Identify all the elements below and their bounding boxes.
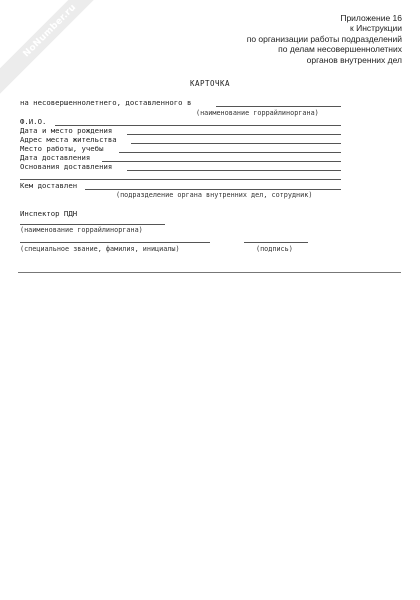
- blank-line: [20, 179, 341, 180]
- field-line-work: [119, 152, 341, 153]
- field-line-birth: [127, 134, 341, 135]
- header-line: к Инструкции: [350, 23, 402, 34]
- watermark-text: NoNumber.ru: [21, 2, 79, 60]
- delivered-by-label: Кем доставлен: [20, 181, 78, 190]
- delivered-by-hint: (подразделение органа внутренних дел, сотрудник): [116, 191, 313, 199]
- header-line: по организации работы подразделений: [246, 33, 402, 44]
- facility-fill-line: [216, 106, 341, 107]
- header-line: органов внутренних дел: [306, 54, 402, 65]
- header-line: по делам несовершеннолетних: [278, 44, 402, 55]
- bottom-divider: [18, 272, 401, 273]
- card-title: КАРТОЧКА: [189, 79, 231, 88]
- field-label-address: Адрес места жительства: [20, 135, 117, 144]
- field-label-work: Место работы, учебы: [20, 144, 104, 153]
- org-hint: (наименование горрайлиноргана): [20, 226, 143, 234]
- delivered-by-line: [85, 189, 341, 190]
- field-line-grounds: [127, 170, 341, 171]
- field-line-address: [131, 143, 341, 144]
- field-label-birth: Дата и место рождения: [20, 126, 113, 135]
- org-line: [20, 224, 165, 225]
- inspector-title: Инспектор ПДН: [20, 209, 78, 218]
- appendix-header: [182, 13, 402, 65]
- rank-line: [20, 242, 210, 243]
- facility-hint: (наименование горрайлиноргана): [196, 109, 319, 117]
- field-label-name: Ф.И.О.: [20, 117, 47, 126]
- intro-label: на несовершеннолетнего, доставленного в: [20, 98, 192, 107]
- field-label-date: Дата доставления: [20, 153, 91, 162]
- field-line-date: [102, 161, 341, 162]
- rank-hint: (специальное звание, фамилия, инициалы): [20, 245, 180, 253]
- header-line: Приложение 16: [340, 13, 402, 23]
- signature-hint: (подпись): [256, 245, 293, 253]
- signature-line: [244, 242, 308, 243]
- field-label-grounds: Основания доставления: [20, 162, 113, 171]
